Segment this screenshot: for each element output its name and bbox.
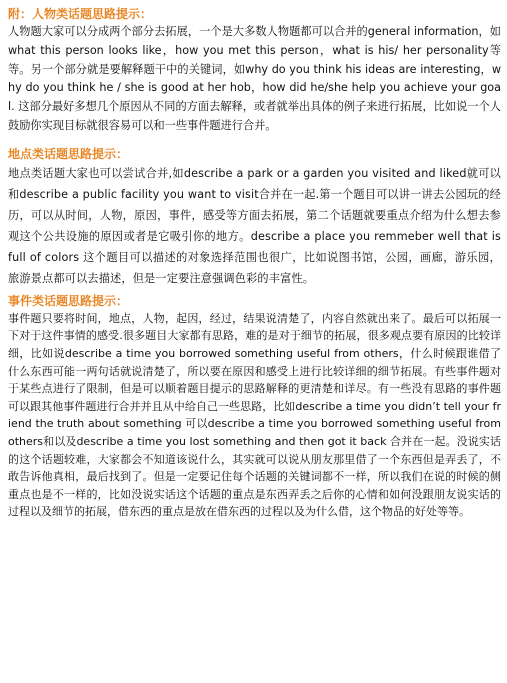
place-topic-body: 地点类话题大家也可以尝试合并,如describe a park or a garden you visited and liked就可以和describe a public facility you want to visit合并在一起.第一个题目可以讲一讲去公园玩的经历，可以从时间，人物，原因，事件，感受等方面去拓展，第二个话题就要重点介绍为什么想去参观这个公共设施的原因或者是它吸引你的地方。describe a place you remmeber well that is full of colors 这个题目可以描述的对象选择范围也很广，比如说图书馆，公园，画廊，游乐园，旅游景点都可以去描述，但是一定要注意强调色彩的丰富性。 [8,166,501,285]
event-topic-body: 事件题只要将时间，地点，人物，起因，经过，结果说清楚了，内容自然就出来了。最后可以拓展一下对于这件事情的感受.很多题目大家都有思路，难的是对于细节的拓展，很多观点要有原因的比较详细，比如说describe a time you borrowed something useful from others，什么时候跟谁借了什么东西可能一两句话就说清楚了，所以要在原因和感受上进行比较详细的细节拓展。有些事件题对于某些点进行了限制，但是可以顺着题目提示的思路解释的更清楚和详尽。有一些没有思路的事件题可以跟其他事件题进行合并并且从中给自己一些思路，比如describe a time you didn’t tell your friend the truth about something 可以describe a time you borrowed something useful from others和以及describe a time you lost something and then got it back 合并在一起。没说实话的这个话题较难，大家都会不知道该说什么，其实就可以说从朋友那里借了一个东西但是弄丢了，不敢告诉他真相，最后找到了。但是一定要记住每个话题的关键词都不一样，所以我们在说的时候的侧重点也是不一样的，比如没说实话这个话题的重点是东西弄丢之后你的心情和如何没跟朋友说实话的过程以及细节的拓展，借东西的重点是放在借东西的过程以及为什么借，这个物品的好处等等。 [8,311,501,519]
person-topic-body: 人物题大家可以分成两个部分去拓展，一个是大多数人物题都可以合并的general information，如what this person looks like，how you met this person，what is his/ her personality等等。另一个部分就是要解释题干中的关键词，如why do you think his ideas are interesting，why do you think he / she is good at her hob，how did he/she help you achieve your goal. 这部分最好多想几个原因从不同的方面去解释，或者就举出具体的例子来进行拓展，比如说一个人鼓励你实现目标就很容易可以和一些事件题进行合并。 [8,25,501,132]
event-topic-heading: 事件类话题思路提示： [8,293,129,308]
person-topic-heading: 附：人物类话题思路提示： [8,7,153,21]
section-divider-space [8,136,501,146]
place-topic-heading: 地点类话题思路提示： [8,146,129,161]
